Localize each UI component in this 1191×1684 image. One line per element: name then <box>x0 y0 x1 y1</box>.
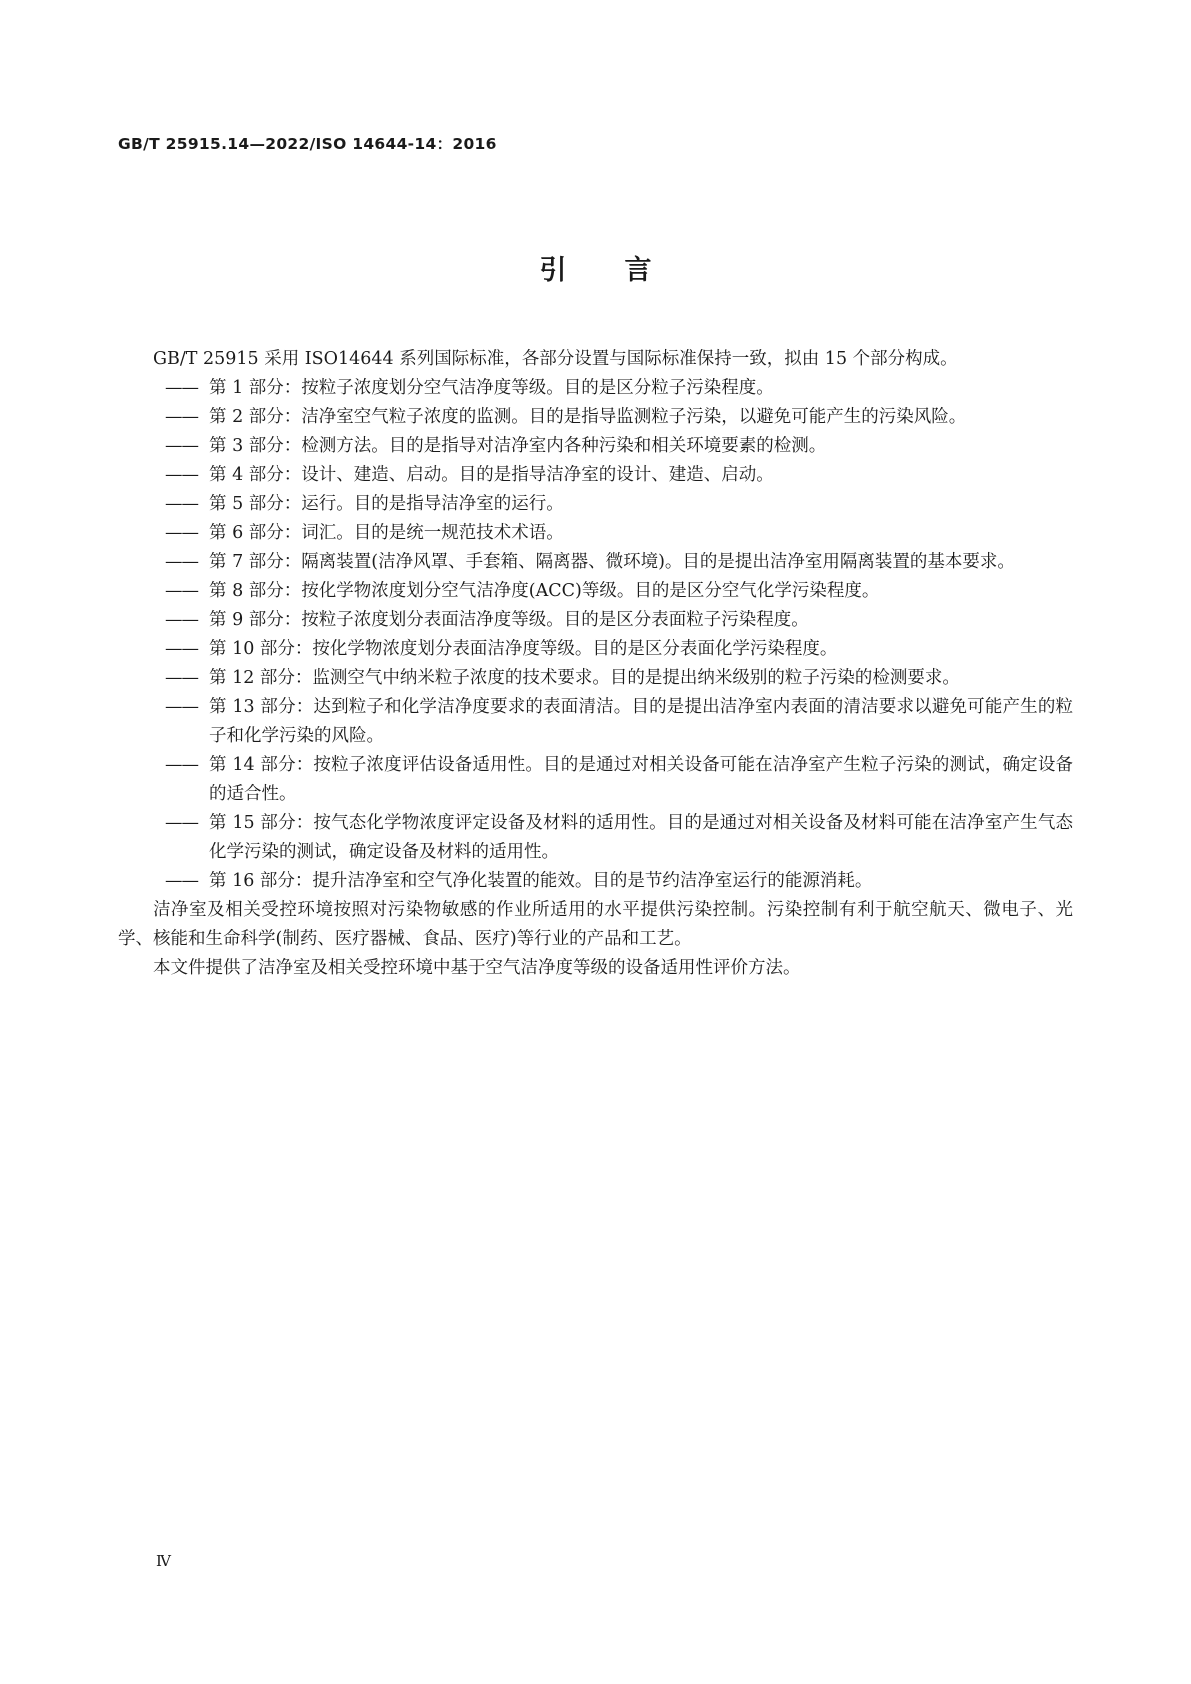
list-item <box>118 664 1073 693</box>
list-item <box>118 403 1073 432</box>
list-dash: —— <box>165 755 198 775</box>
list-item <box>118 809 1073 867</box>
list-item <box>118 432 1073 461</box>
page-title: 引言 <box>539 255 710 286</box>
paragraph-document-scope: 本文件提供了洁净室及相关受控环境中基于空气洁净度等级的设备适用性评价方法。 <box>153 958 801 978</box>
list-item-text: 第 10 部分：按化学物浓度划分表面洁净度等级。目的是区分表面化学污染程度。 <box>209 639 838 659</box>
list-item-text: 第 14 部分：按粒子浓度评估设备适用性。目的是通过对相关设备可能在洁净室产生粒子污染的测试，确定设备的适合性。 <box>209 755 1073 804</box>
list-item-text: 第 6 部分：词汇。目的是统一规范技术术语。 <box>209 523 564 543</box>
list-item <box>118 519 1073 548</box>
list-dash: —— <box>165 407 198 427</box>
list-item-text: 第 2 部分：洁净室空气粒子浓度的监测。目的是指导监测粒子污染，以避免可能产生的污染风险。 <box>209 407 967 427</box>
list-item <box>118 490 1073 519</box>
list-dash: —— <box>165 523 198 543</box>
list-item <box>118 693 1073 751</box>
list-item-text: 第 3 部分：检测方法。目的是指导对洁净室内各种污染和相关环境要素的检测。 <box>209 436 827 456</box>
list-item-text: 第 1 部分：按粒子浓度划分空气洁净度等级。目的是区分粒子污染程度。 <box>209 378 774 398</box>
list-dash: —— <box>165 697 198 717</box>
paragraph-contamination-control: 洁净室及相关受控环境按照对污染物敏感的作业所适用的水平提供污染控制。污染控制有利于航空航天、微电子、光学、核能和生命科学(制药、医疗器械、食品、医疗)等行业的产品和工艺。 <box>118 900 1073 949</box>
list-item-text: 第 5 部分：运行。目的是指导洁净室的运行。 <box>209 494 564 514</box>
list-item-text: 第 9 部分：按粒子浓度划分表面洁净度等级。目的是区分表面粒子污染程度。 <box>209 610 809 630</box>
list-item <box>118 548 1073 577</box>
standard-number-header: GB/T 25915.14—2022/ISO 14644-14：2016 <box>118 135 497 153</box>
list-dash: —— <box>165 813 198 833</box>
list-item <box>118 577 1073 606</box>
list-item <box>118 751 1073 809</box>
page-number: Ⅳ <box>156 1552 171 1570</box>
list-item-text: 第 4 部分：设计、建造、启动。目的是指导洁净室的设计、建造、启动。 <box>209 465 774 485</box>
list-item <box>118 867 1073 896</box>
list-item-text: 第 8 部分：按化学物浓度划分空气洁净度(ACC)等级。目的是区分空气化学污染程度。 <box>209 581 880 601</box>
list-item <box>118 461 1073 490</box>
list-item-text: 第 12 部分：监测空气中纳米粒子浓度的技术要求。目的是提出纳米级别的粒子污染的检测要求。 <box>209 668 960 688</box>
list-dash: —— <box>165 639 198 659</box>
list-dash: —— <box>165 465 198 485</box>
list-dash: —— <box>165 610 198 630</box>
list-item-text: 第 7 部分：隔离装置(洁净风罩、手套箱、隔离器、微环境)。目的是提出洁净室用隔离装置的基本要求。 <box>209 552 1015 572</box>
list-dash: —— <box>165 436 198 456</box>
list-dash: —— <box>165 552 198 572</box>
document-body <box>118 345 1073 983</box>
list-item-text: 第 15 部分：按气态化学物浓度评定设备及材料的适用性。目的是通过对相关设备及材料可能在洁净室产生气态化学污染的测试，确定设备及材料的适用性。 <box>209 813 1073 862</box>
list-dash: —— <box>165 581 198 601</box>
parts-list <box>118 374 1073 896</box>
list-item-text: 第 13 部分：达到粒子和化学洁净度要求的表面清洁。目的是提出洁净室内表面的清洁要求以避免可能产生的粒子和化学污染的风险。 <box>209 697 1073 746</box>
list-dash: —— <box>165 871 198 891</box>
list-dash: —— <box>165 494 198 514</box>
list-item <box>118 374 1073 403</box>
list-item <box>118 606 1073 635</box>
list-dash: —— <box>165 378 198 398</box>
list-dash: —— <box>165 668 198 688</box>
list-item-text: 第 16 部分：提升洁净室和空气净化装置的能效。目的是节约洁净室运行的能源消耗。 <box>209 871 873 891</box>
intro-paragraph: GB/T 25915 采用 ISO14644 系列国际标准，各部分设置与国际标准保持一致，拟由 15 个部分构成。 <box>153 349 958 369</box>
list-item <box>118 635 1073 664</box>
